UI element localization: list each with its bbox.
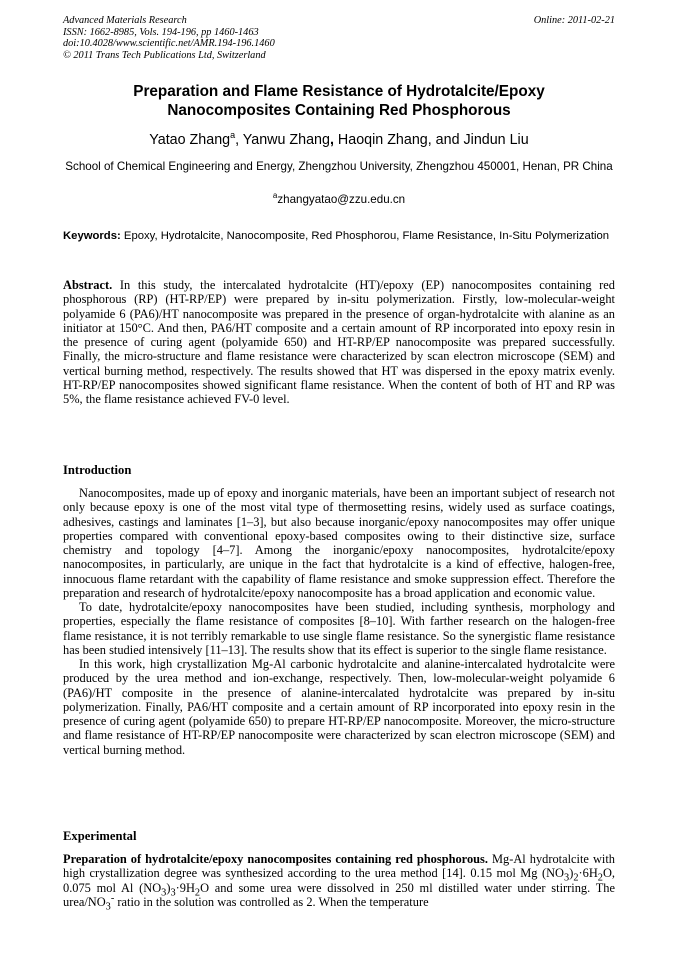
abstract-label: Abstract.	[63, 278, 113, 292]
author-separator: ,	[235, 132, 243, 148]
section-heading-experimental: Experimental	[63, 829, 137, 843]
keywords-label: Keywords:	[63, 230, 121, 242]
author-1: Yatao Zhang	[149, 132, 231, 148]
affiliation: School of Chemical Engineering and Energy, Zhengzhou University, Zhengzhou 450001, Henan, PR China	[65, 160, 613, 173]
email-address: zhangyatao@zzu.edu.cn	[277, 193, 406, 206]
author-2: Yanwu Zhang	[242, 132, 330, 148]
keywords	[63, 229, 615, 243]
subscript: 2	[597, 872, 603, 884]
intro-paragraph-3: In this work, high crystallization Mg-Al carbonic hydrotalcite and alanine-intercalated hydrotalcite were produced by the urea method and ion-exchange, respectively. Then, low-molecular-weight polyamide 6 (PA6)/HT composite in the presence of alanine-intercalated hydrotalcite was prepared by in-situ polymerization. Finally, PA6/HT composite and a certain amount of RP incorporated into epoxy resin in the presence of curing agent (polyamide 650) to prepare HT-RP/EP nanocomposite. Moreover, the micro-structure and flame resistance of HT-RP/EP nanocomposite were characterized by scan electron microscope (SEM) and vertical burning method.	[63, 657, 615, 757]
journal-name: Advanced Materials Research	[63, 15, 187, 26]
section-heading-introduction: Introduction	[63, 463, 132, 477]
title-line-2: Nanocomposites Containing Red Phosphorous	[167, 102, 511, 119]
title-line-1: Preparation and Flame Resistance of Hydrotalcite/Epoxy	[133, 83, 545, 100]
subscript: 3	[170, 886, 176, 898]
abstract	[63, 278, 615, 406]
intro-paragraph-2: To date, hydrotalcite/epoxy nanocomposites have been studied, including synthesis, morphology and properties, especially the flame resistance of composites [8–10]. With farther research on the halogen-free flame resistance, it is not terribly remarkable to use single flame resistance. So the synergistic flame resistance has been studied intensively [11–13]. The results show that its effect is superior to the single flame resistance.	[63, 600, 615, 657]
author-email	[63, 193, 615, 207]
exp-text: O and some urea were dissolved in 250 ml distilled water under stirring. The urea/NO	[63, 880, 615, 909]
exp-text: Mg-Al hydrotalcite with high crystallization degree was synthesized according to the urea method [14]. 0.15 mol Mg (NO	[63, 852, 615, 881]
author-separator: ,	[329, 132, 338, 148]
keywords-text: Epoxy, Hydrotalcite, Nanocomposite, Red Phosphorou, Flame Resistance, In-Situ Polymerization	[120, 230, 610, 242]
issn-line: ISSN: 1662-8985, Vols. 194-196, pp 1460-1463	[63, 26, 259, 38]
doi-line: doi:10.4028/www.scientific.net/AMR.194-196.1460	[63, 38, 275, 50]
exp-text: ·9H	[175, 880, 195, 895]
author-1-affil-mark: a	[230, 130, 236, 141]
subscript: 3	[105, 901, 111, 913]
paper-title	[63, 82, 615, 120]
subsection-label: Preparation of hydrotalcite/epoxy nanocomposites containing red phosphorous.	[63, 852, 488, 866]
author-list	[63, 131, 615, 149]
superscript: -	[110, 892, 115, 904]
exp-text: O, 0.075 mol Al (NO	[63, 866, 615, 895]
online-date: Online: 2011-02-21	[533, 15, 615, 26]
subscript: 2	[194, 886, 201, 898]
subscript: 3	[564, 872, 570, 884]
subscript: 3	[161, 886, 167, 898]
exp-text: )	[166, 880, 171, 895]
author-3-4: Haoqin Zhang, and Jindun Liu	[337, 132, 529, 148]
intro-paragraph-1: Nanocomposites, made up of epoxy and inorganic materials, have been an important subject of research not only because epoxy is one of the most vital type of thermosetting resins, widely used as surface coatings, adhesives, castings and laminates [1–3], but also because inorganic/epoxy nanocomposites may offer unique properties compared with conventional epoxy-based composites owing to their distinctive size, surface chemistry and topology [4–7]. Among the inorganic/epoxy nanocomposites, hydrotalcite/epoxy nanocomposites, in particularly, are unique in the fact that hydrotalcite is a kind of effective, halogen-free, innocuous flame retardant with the capability of flame resistance and smoke suppression effect. Therefore the preparation and research of hydrotalcite/epoxy nanocomposite has a broad application and economic value.	[63, 486, 615, 600]
copyright-line: © 2011 Trans Tech Publications Ltd, Switzerland	[63, 49, 266, 61]
exp-text: ratio in the solution was controlled as 2. When the temperature	[114, 894, 429, 909]
introduction-body	[63, 486, 615, 757]
journal-header	[63, 15, 615, 61]
exp-text: ·6H	[578, 866, 598, 881]
exp-text: )	[569, 866, 574, 881]
experimental-body	[63, 852, 615, 913]
email-affil-mark: a	[272, 191, 278, 201]
abstract-text: In this study, the intercalated hydrotalcite (HT)/epoxy (EP) nanocomposites containing red phosphorous (RP) (HT-RP/EP) were prepared by in-situ polymerization. Firstly, low-molecular-weight polyamide 6 (PA6)/HT nanocomposite was prepared in the presence of organ-hydrotalcite with alanine as an initiator at 150°C. And then, PA6/HT composite and a certain amount of RP incorporated into epoxy resin in the presence of curing agent (polyamide 650) and HT-RP/EP nanocomposite was prepared successfully. Finally, the micro-structure and flame resistance were characterized by scan electron microscope (SEM) and vertical burning method, respectively. The results showed that HT was dispersed in the epoxy matrix evenly. HT-RP/EP nanocomposites showed significant flame resistance. When the content of both of HT and RP was 5%, the flame resistance achieved FV-0 level.	[63, 278, 615, 406]
subscript: 2	[573, 872, 579, 884]
